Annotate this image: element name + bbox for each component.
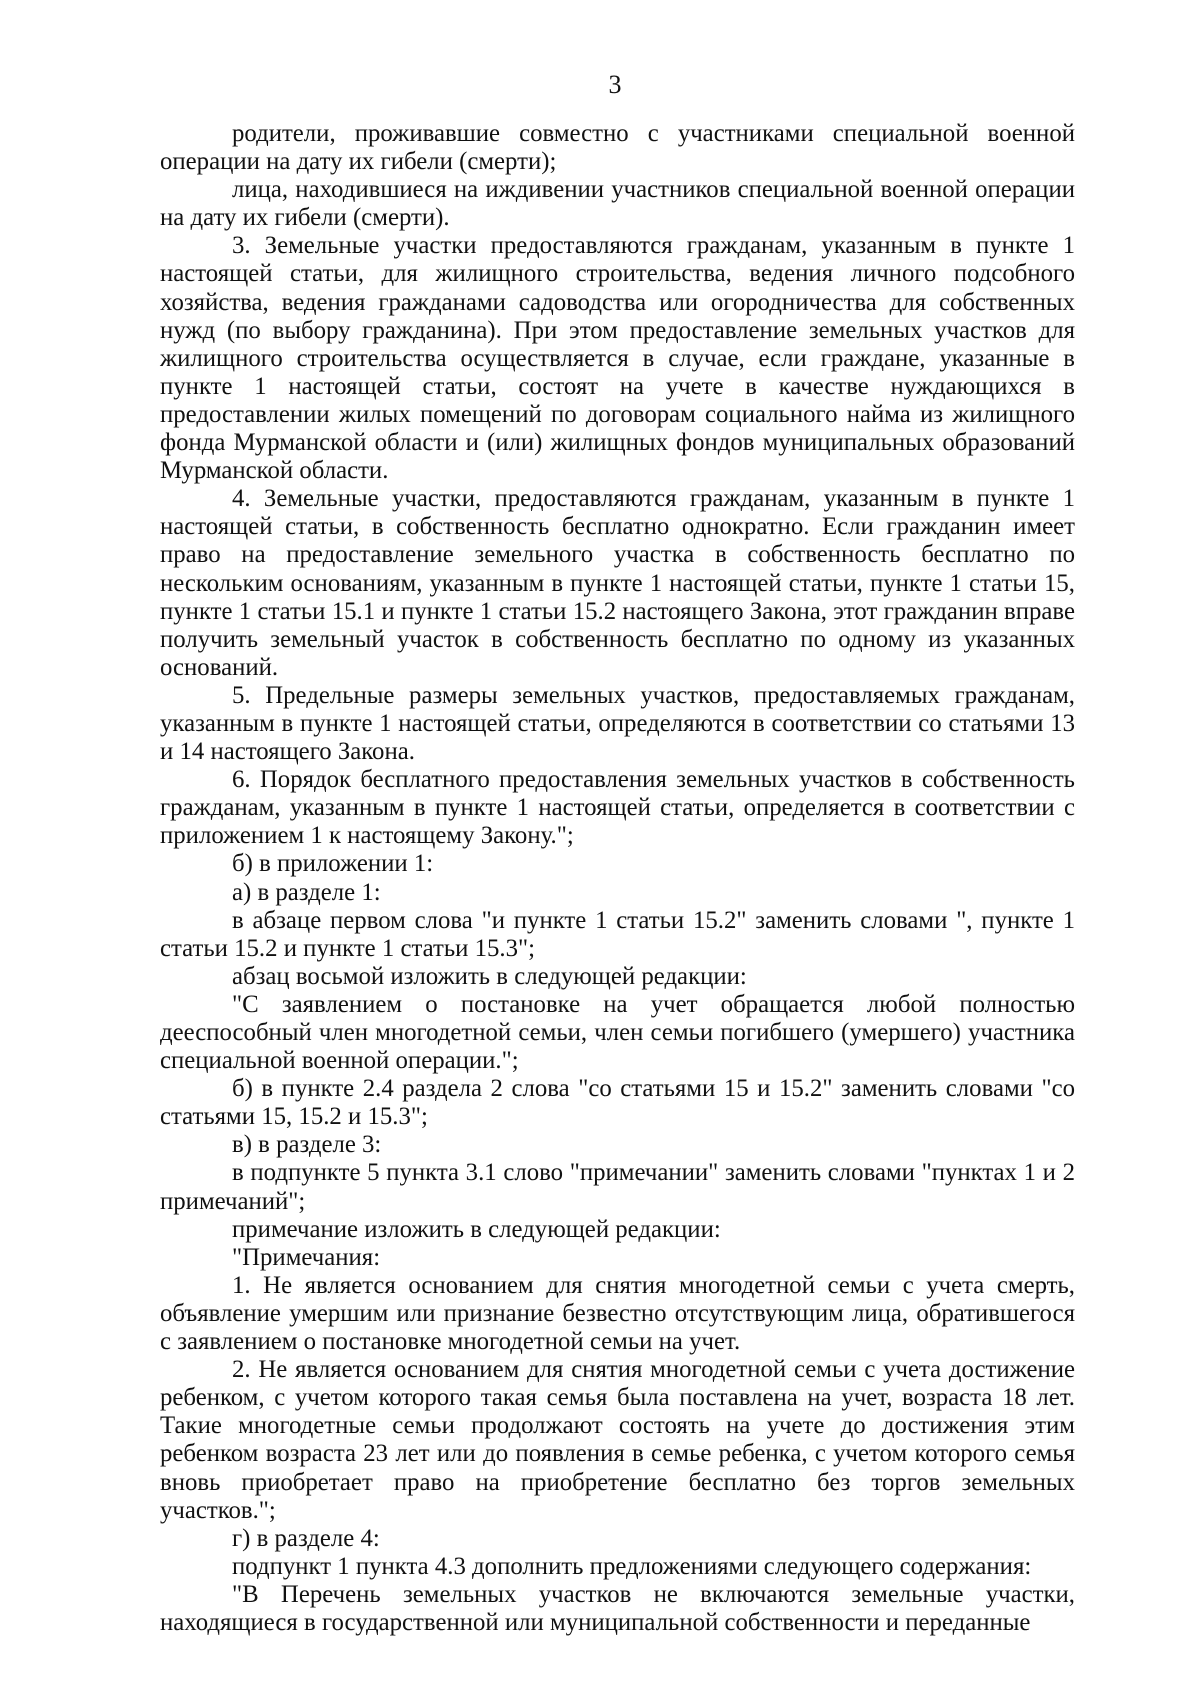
paragraph-2: лица, находившиеся на иждивении участников специальной военной операции на дату их гибели (смерти). [160, 176, 1075, 232]
paragraph-16: "Примечания: [232, 1243, 381, 1271]
paragraph-9: в абзаце первом слова "и пункте 1 статьи 15.2" заменить словами ", пункте 1 статьи 15.2 и пункте 1 статьи 15.3"; [160, 906, 1075, 962]
paragraph-7: б) в приложении 1: [232, 850, 434, 878]
paragraph-6: 6. Порядок бесплатного предоставления земельных участков в собственность гражданам, указанным в пункте 1 настоящей статьи, определяется в соответствии с приложением 1 к настоящему Закону."; [160, 766, 1075, 850]
paragraph-1: родители, проживавшие совместно с участниками специальной военной операции на дату их гибели (смерти); [160, 120, 1075, 176]
paragraph-17: 1. Не является основанием для снятия многодетной семьи с учета смерть, объявление умершим или признание безвестно отсутствующим лица, обратившегося с заявлением о постановке многодетной семьи на учет. [160, 1271, 1075, 1356]
paragraph-19: г) в разделе 4: [232, 1524, 380, 1552]
paragraph-12: б) в пункте 2.4 раздела 2 слова "со статьями 15 и 15.2" заменить словами "со статьями 15, 15.2 и 15.3"; [160, 1075, 1075, 1131]
paragraph-21: "В Перечень земельных участков не включаются земельные участки, находящиеся в государственной или муниципальной собственности и переданные [160, 1580, 1075, 1636]
paragraph-5: 5. Предельные размеры земельных участков, предоставляемых гражданам, указанным в пункте 1 настоящей статьи, определяются в соответствии со статьями 13 и 14 настоящего Закона. [160, 681, 1075, 766]
paragraph-8: а) в разделе 1: [232, 878, 381, 906]
paragraph-20: подпункт 1 пункта 4.3 дополнить предложениями следующего содержания: [232, 1552, 1032, 1580]
paragraph-13: в) в разделе 3: [232, 1131, 382, 1159]
paragraph-10: абзац восьмой изложить в следующей редакции: [232, 962, 747, 990]
paragraph-11: "С заявлением о постановке на учет обращается любой полностью дееспособный член многодетной семьи, член семьи погибшего (умершего) участника специальной военной операции."; [160, 990, 1075, 1075]
page-number: 3 [608, 70, 622, 99]
paragraph-15: примечание изложить в следующей редакции: [232, 1215, 721, 1243]
paragraph-4: 4. Земельные участки, предоставляются гражданам, указанным в пункте 1 настоящей статьи, в собственность бесплатно однократно. Если гражданин имеет право на предоставление земельного участка в собственность бесплатно по нескольким основаниям, указанным в пункте 1 настоящей статьи, пункте 1 статьи 15, пункте 1 статьи 15.1 и пункте 1 статьи 15.2 настоящего Закона, этот гражданин вправе получить земельный участок в собственность бесплатно по одному из указанных оснований. [160, 485, 1075, 681]
document-body [160, 120, 1075, 1637]
paragraph-18: 2. Не является основанием для снятия многодетной семьи с учета достижение ребенком, с учетом которого такая семья была поставлена на учет, возраста 18 лет. Такие многодетные семьи продолжают состоять на учете до достижения этим ребенком возраста 23 лет или до появления в семье ребенка, с учетом которого семья вновь приобретает право на приобретение бесплатно без торгов земельных участков."; [160, 1356, 1075, 1524]
paragraph-14: в подпункте 5 пункта 3.1 слово "примечании" заменить словами "пунктах 1 и 2 примечаний"; [160, 1159, 1075, 1215]
paragraph-3: 3. Земельные участки предоставляются гражданам, указанным в пункте 1 настоящей статьи, для жилищного строительства, ведения личного подсобного хозяйства, ведения гражданами садоводства или огородничества для собственных нужд (по выбору гражданина). При этом предоставление земельных участков для жилищного строительства осуществляется в случае, если граждане, указанные в пункте 1 настоящей статьи, состоят на учете в качестве нуждающихся в предоставлении жилых помещений по договорам социального найма из жилищного фонда Мурманской области и (или) жилищных фондов муниципальных образований Мурманской области. [160, 232, 1075, 485]
